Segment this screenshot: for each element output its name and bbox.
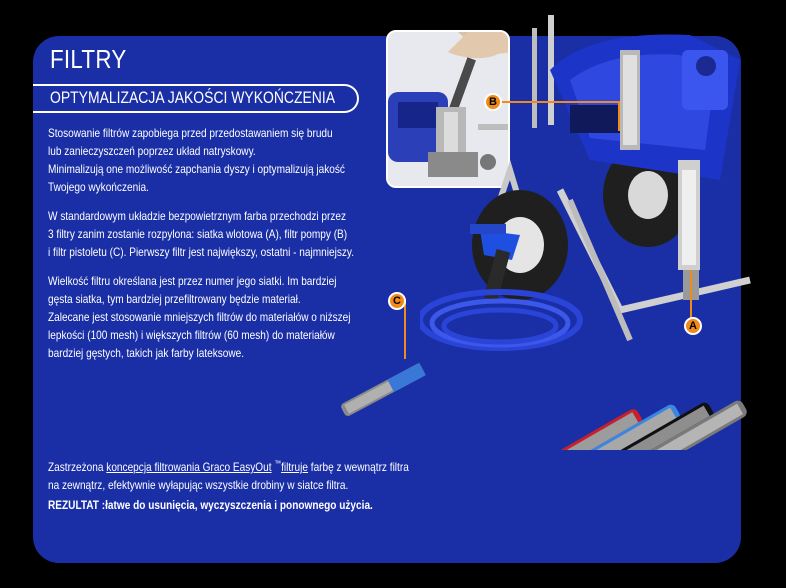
- note-text: Zastrzeżona: [48, 460, 107, 474]
- paragraph-line: Wielkość filtru określana jest przez numer jego siatki. Im bardziej: [48, 274, 337, 288]
- paragraph-line: 3 filtry zanim zostanie rozpylona: siatka wlotowa (A), filtr pompy (B): [48, 227, 348, 241]
- marker-b: B: [484, 93, 502, 111]
- callout-line-b-vertical: [618, 101, 620, 131]
- note-line-1: [48, 455, 409, 476]
- gun-filter-illustration: [330, 350, 440, 430]
- paragraph-line: Twojego wykończenia.: [48, 180, 149, 194]
- note-line-3: REZULTAT :łatwe do usunięcia, wyczyszczenia i ponownego użycia.: [48, 498, 373, 512]
- paragraph-line: Stosowanie filtrów zapobiega przed przedostawaniem się brudu: [48, 126, 333, 140]
- note-concept-text: koncepcja filtrowania Graco EasyOut: [106, 460, 272, 474]
- paragraph-line: lepkości (100 mesh) i większych filtrów (60 mesh) do materiałów: [48, 328, 335, 342]
- trademark-symbol: ™: [274, 459, 282, 468]
- callout-line-c: [404, 299, 406, 359]
- paragraph-line: Zalecane jest stosowanie mniejszych filtrów do materiałów o niższej: [48, 310, 351, 324]
- marker-a: A: [684, 317, 702, 335]
- easyout-note: [48, 455, 409, 514]
- note-filters-text: filtruje: [281, 460, 308, 474]
- paragraph-line: i filtr pistoletu (C). Pierwszy filtr jest największy, ostatni - najmniejszy.: [48, 245, 355, 259]
- page-subtitle: OPTYMALIZACJA JAKOŚCI WYKOŃCZENIA: [50, 88, 336, 107]
- paragraph-line: gęsta siatka, tym bardziej przefiltrowany będzie materiał.: [48, 292, 301, 306]
- paragraph-line: bardziej gęstych, takich jak farby lateksowe.: [48, 346, 245, 360]
- marker-c: C: [388, 292, 406, 310]
- page-title: FILTRY: [50, 44, 127, 74]
- paragraph-3: [48, 272, 351, 362]
- paint-sprayer-illustration: [420, 10, 786, 450]
- callout-line-a: [690, 270, 692, 318]
- callout-line-b: [500, 101, 620, 103]
- paragraph-line: Minimalizują one możliwość zapchania dyszy i optymalizują jakość: [48, 162, 345, 176]
- paragraph-line: lub zanieczyszczeń poprzez układ natryskowy.: [48, 144, 256, 158]
- paragraph-line: W standardowym układzie bezpowietrznym farba przechodzi przez: [48, 209, 347, 223]
- paragraph-1: [48, 124, 345, 196]
- note-line-2: na zewnątrz, efektywnie wyłapując wszystkie drobiny w siatce filtra.: [48, 478, 349, 492]
- paragraph-2: [48, 207, 354, 261]
- note-text: farbę z wewnątrz filtra: [307, 460, 409, 474]
